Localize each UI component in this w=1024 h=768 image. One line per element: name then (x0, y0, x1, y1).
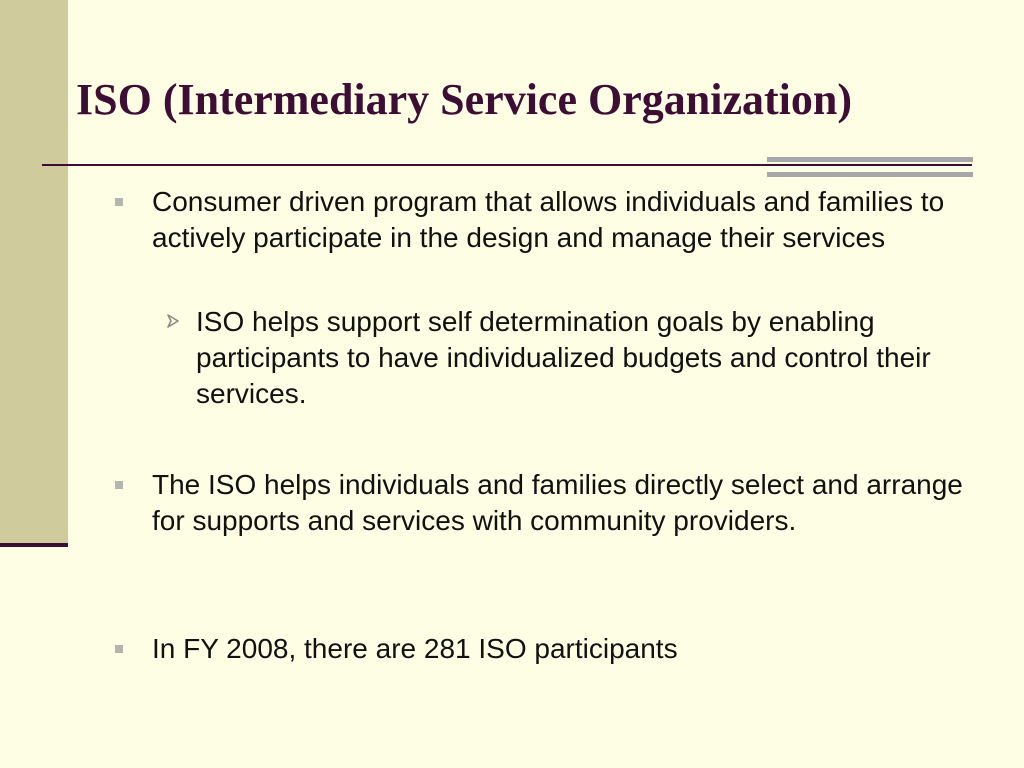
bullet-consumer-driven: Consumer driven program that allows individuals and families to actively participate in the design and manage their services (152, 186, 945, 253)
square-bullet-icon (115, 198, 123, 206)
bullet-iso-helps: The ISO helps individuals and families directly select and arrange for supports and services with community providers. (152, 469, 963, 536)
arrow-bullet-icon (165, 313, 181, 329)
bullet-fy2008-participants: In FY 2008, there are 281 ISO participants (152, 633, 678, 664)
square-bullet-icon (115, 645, 123, 653)
slide-title: ISO (Intermediary Service Organization) (76, 75, 852, 124)
sub-bullet-self-determination: ISO helps support self determination goals by enabling participants to have individualized budgets and control their services. (196, 306, 931, 409)
square-bullet-icon (115, 481, 123, 489)
